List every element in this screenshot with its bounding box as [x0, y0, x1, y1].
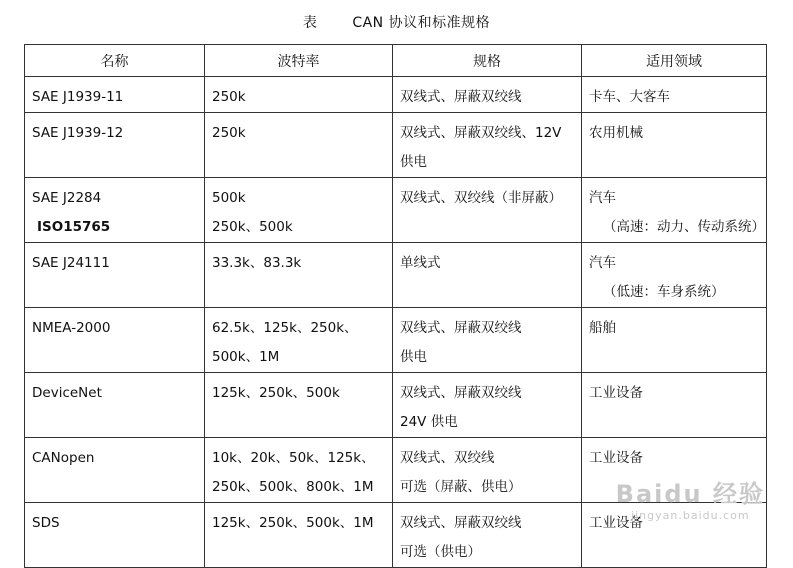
- cell-line: 500k、1M: [212, 349, 280, 365]
- cell-line: 农用机械: [589, 125, 643, 141]
- cell-spec: [393, 243, 582, 308]
- cell-line: 工业设备: [589, 450, 643, 466]
- cell-field: [582, 243, 767, 308]
- header-name: 名称: [25, 45, 205, 77]
- cell-line: SAE J1939-11: [32, 89, 124, 105]
- cell-line: DeviceNet: [32, 385, 102, 401]
- cell-baud: [205, 77, 393, 113]
- cell-line: 可选（屏蔽、供电）: [400, 479, 522, 495]
- cell-spec: [393, 373, 582, 438]
- cell-line: 单线式: [400, 255, 441, 271]
- cell-line: 工业设备: [589, 385, 643, 401]
- cell-field: [582, 77, 767, 113]
- header-field: 适用领域: [582, 45, 767, 77]
- cell-name: [25, 503, 205, 568]
- header-spec: 规格: [393, 45, 582, 77]
- cell-name: [25, 113, 205, 178]
- cell-line: 10k、20k、50k、125k、: [212, 450, 375, 466]
- cell-spec: [393, 113, 582, 178]
- cell-name: [25, 438, 205, 503]
- cell-line: （低速：车身系统）: [603, 284, 725, 300]
- cell-line: 船舶: [589, 320, 616, 336]
- cell-line: 工业设备: [589, 515, 643, 531]
- table-row: [25, 308, 767, 373]
- table-caption: [0, 12, 793, 32]
- baidu-jingyan-watermark: [616, 474, 765, 522]
- cell-spec: [393, 77, 582, 113]
- cell-line: 供电: [400, 154, 427, 170]
- cell-line: 汽车: [589, 190, 616, 206]
- cell-line: 双线式、屏蔽双绞线、12V: [400, 125, 562, 141]
- cell-baud: [205, 178, 393, 243]
- cell-baud: [205, 438, 393, 503]
- cell-line: CANopen: [32, 450, 95, 466]
- cell-line: 250k: [212, 125, 246, 141]
- cell-spec: [393, 178, 582, 243]
- cell-line: 250k: [212, 89, 246, 105]
- cell-field: [582, 308, 767, 373]
- cell-line: 双线式、屏蔽双绞线: [400, 320, 522, 336]
- cell-line: （高速：动力、传动系统）: [603, 219, 765, 235]
- table-row: [25, 373, 767, 438]
- header-baud: 波特率: [205, 45, 393, 77]
- cell-line: 可选（供电）: [400, 544, 481, 560]
- cell-line: 双线式、屏蔽双绞线: [400, 89, 522, 105]
- table-row: [25, 77, 767, 113]
- cell-line: SDS: [32, 515, 60, 531]
- cell-line: 24V 供电: [400, 414, 458, 430]
- cell-line: 双线式、双绞线（非屏蔽）: [400, 190, 562, 206]
- cell-line: 125k、250k、500k、1M: [212, 515, 374, 531]
- watermark-logo-text: Baidu 经验: [615, 480, 765, 508]
- cell-field: [582, 113, 767, 178]
- cell-line: NMEA-2000: [32, 320, 111, 336]
- cell-line: 250k、500k: [212, 219, 293, 235]
- cell-line: 250k、500k、800k、1M: [212, 479, 374, 495]
- cell-line: 500k: [212, 190, 246, 206]
- cell-baud: [205, 113, 393, 178]
- caption-title: CAN 协议和标准规格: [352, 15, 491, 31]
- cell-line: ISO15765: [37, 219, 111, 235]
- cell-line: 供电: [400, 349, 427, 365]
- cell-baud: [205, 243, 393, 308]
- cell-spec: [393, 438, 582, 503]
- cell-name: [25, 77, 205, 113]
- cell-field: [582, 178, 767, 243]
- cell-spec: [393, 503, 582, 568]
- cell-line: SAE J24111: [32, 255, 110, 271]
- cell-line: 双线式、双绞线: [400, 450, 495, 466]
- cell-line: 双线式、屏蔽双绞线: [400, 385, 522, 401]
- caption-prefix: 表: [302, 15, 318, 31]
- cell-line: 62.5k、125k、250k、: [212, 320, 358, 336]
- cell-name: [25, 243, 205, 308]
- cell-baud: [205, 503, 393, 568]
- cell-baud: [205, 308, 393, 373]
- cell-name: [25, 308, 205, 373]
- cell-spec: [393, 308, 582, 373]
- cell-line: 汽车: [589, 255, 616, 271]
- cell-line: SAE J1939-12: [32, 125, 124, 141]
- cell-line: 卡车、大客车: [589, 89, 670, 105]
- table-row: [25, 113, 767, 178]
- table-row: [25, 178, 767, 243]
- cell-line: 33.3k、83.3k: [212, 255, 302, 271]
- cell-name: [25, 373, 205, 438]
- table-header-row: [25, 45, 767, 77]
- cell-line: 双线式、屏蔽双绞线: [400, 515, 522, 531]
- cell-baud: [205, 373, 393, 438]
- table-row: [25, 243, 767, 308]
- cell-name: [25, 178, 205, 243]
- cell-line: SAE J2284: [32, 190, 102, 206]
- cell-line: 125k、250k、500k: [212, 385, 340, 401]
- watermark-url: jingyan.baidu.com: [631, 509, 750, 522]
- cell-field: [582, 373, 767, 438]
